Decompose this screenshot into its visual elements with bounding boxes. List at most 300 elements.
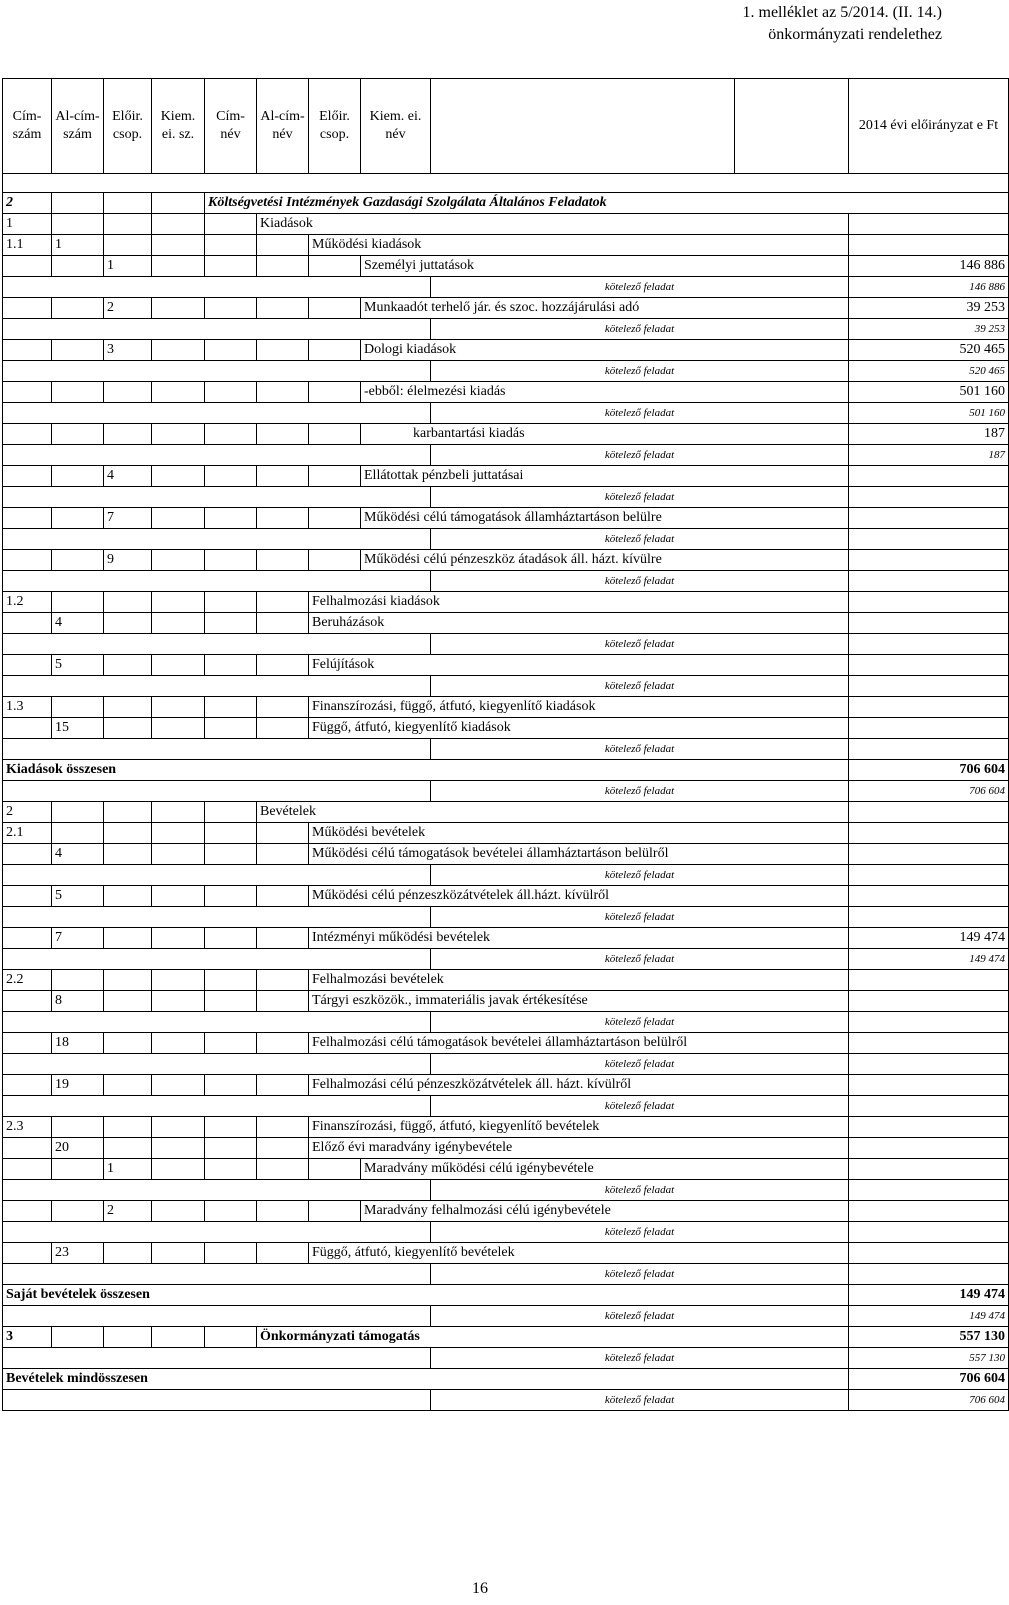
cim-szam bbox=[3, 382, 52, 403]
kiem-ei-sz bbox=[152, 340, 205, 361]
feladat-amount bbox=[849, 529, 1009, 550]
eloir-csop bbox=[104, 382, 152, 403]
empty-cell bbox=[3, 319, 431, 340]
subtotal-row bbox=[3, 949, 1009, 970]
alcim-szam bbox=[52, 1117, 104, 1138]
row-amount bbox=[849, 214, 1009, 235]
kiem-ei-sz bbox=[152, 802, 205, 823]
subtotal-row bbox=[3, 277, 1009, 298]
cim-szam: 2.1 bbox=[3, 823, 52, 844]
kiem-ei-sz bbox=[152, 844, 205, 865]
table-row bbox=[3, 1138, 1009, 1159]
alcim-szam bbox=[52, 823, 104, 844]
feladat-label: kötelező feladat bbox=[431, 1348, 849, 1369]
header-eloir-csop-nev: Előir. csop. bbox=[309, 79, 361, 174]
header-blank bbox=[431, 79, 735, 174]
empty-cell bbox=[3, 1222, 431, 1243]
feladat-amount bbox=[849, 1264, 1009, 1285]
row-label: Munkaadót terhelő jár. és szoc. hozzájárulási adó bbox=[361, 298, 849, 319]
feladat-label: kötelező feladat bbox=[431, 1306, 849, 1327]
table-row bbox=[3, 1075, 1009, 1096]
subtotal-row bbox=[3, 1012, 1009, 1033]
feladat-amount bbox=[849, 739, 1009, 760]
feladat-label: kötelező feladat bbox=[431, 529, 849, 550]
row-amount bbox=[849, 508, 1009, 529]
alcim-szam: 18 bbox=[52, 1033, 104, 1054]
empty-cell bbox=[205, 1138, 257, 1159]
row-label: Felhalmozási bevételek bbox=[309, 970, 849, 991]
feladat-label: kötelező feladat bbox=[431, 1222, 849, 1243]
kiem-ei-sz bbox=[152, 214, 205, 235]
row-label: Beruházások bbox=[309, 613, 849, 634]
table-header-row bbox=[3, 79, 1009, 174]
empty-cell bbox=[257, 466, 309, 487]
kiem-ei-sz bbox=[152, 466, 205, 487]
empty-cell bbox=[3, 529, 431, 550]
empty-cell bbox=[205, 886, 257, 907]
kiem-ei-sz bbox=[152, 1201, 205, 1222]
empty-cell bbox=[257, 970, 309, 991]
header-note-line2: önkormányzati rendelethez bbox=[768, 26, 942, 43]
row-amount: 520 465 bbox=[849, 340, 1009, 361]
cim-szam bbox=[3, 298, 52, 319]
cim-szam bbox=[3, 1243, 52, 1264]
kiem-ei-sz bbox=[152, 655, 205, 676]
feladat-label: kötelező feladat bbox=[431, 739, 849, 760]
alcim-szam: 5 bbox=[52, 886, 104, 907]
alcim-szam bbox=[52, 592, 104, 613]
cim-szam: 2 bbox=[3, 802, 52, 823]
empty-cell bbox=[205, 424, 257, 445]
empty-cell bbox=[257, 592, 309, 613]
kiem-ei-sz bbox=[152, 256, 205, 277]
subtotal-row bbox=[3, 361, 1009, 382]
kiem-ei-sz bbox=[152, 718, 205, 739]
empty-cell bbox=[257, 655, 309, 676]
feladat-amount: 146 886 bbox=[849, 277, 1009, 298]
spacer-row bbox=[3, 174, 1009, 193]
row-label: -ebből: élelmezési kiadás bbox=[361, 382, 849, 403]
feladat-amount bbox=[849, 571, 1009, 592]
empty-cell bbox=[3, 1096, 431, 1117]
alcim-szam bbox=[52, 697, 104, 718]
kiem-ei-sz bbox=[152, 697, 205, 718]
alcim-szam: 4 bbox=[52, 844, 104, 865]
eloir-csop bbox=[104, 1138, 152, 1159]
row-amount bbox=[849, 235, 1009, 256]
cim-szam bbox=[3, 991, 52, 1012]
alcim-szam bbox=[52, 802, 104, 823]
row-amount: 557 130 bbox=[849, 1327, 1009, 1348]
empty-cell bbox=[205, 1117, 257, 1138]
eloir-csop bbox=[104, 970, 152, 991]
total-row bbox=[3, 1369, 1009, 1390]
subtotal-row bbox=[3, 865, 1009, 886]
empty-cell bbox=[205, 466, 257, 487]
eloir-csop bbox=[104, 214, 152, 235]
empty-cell bbox=[257, 382, 309, 403]
row-label: Működési kiadások bbox=[309, 235, 849, 256]
kiem-ei-sz bbox=[152, 928, 205, 949]
row-amount bbox=[849, 886, 1009, 907]
alcim-szam bbox=[52, 1159, 104, 1180]
table-row bbox=[3, 1243, 1009, 1264]
cim-szam bbox=[3, 466, 52, 487]
cim-szam bbox=[3, 613, 52, 634]
total-amount: 149 474 bbox=[849, 1285, 1009, 1306]
row-amount bbox=[849, 1159, 1009, 1180]
cim-szam: 1.1 bbox=[3, 235, 52, 256]
empty-cell bbox=[3, 949, 431, 970]
empty-cell bbox=[205, 382, 257, 403]
cim-szam bbox=[3, 655, 52, 676]
row-label: Működési célú támogatások államháztartáson belülre bbox=[361, 508, 849, 529]
row-label: Intézményi működési bevételek bbox=[309, 928, 849, 949]
empty-cell bbox=[309, 1201, 361, 1222]
cim-szam bbox=[3, 1075, 52, 1096]
row-label: Működési célú pénzeszközátvételek áll.házt. kívülről bbox=[309, 886, 849, 907]
alcim-szam bbox=[52, 466, 104, 487]
empty-cell bbox=[205, 1243, 257, 1264]
subtotal-row bbox=[3, 1054, 1009, 1075]
empty-cell bbox=[205, 214, 257, 235]
eloir-csop: 3 bbox=[104, 340, 152, 361]
empty-cell bbox=[205, 1075, 257, 1096]
feladat-label: kötelező feladat bbox=[431, 676, 849, 697]
feladat-label: kötelező feladat bbox=[431, 1096, 849, 1117]
total-row bbox=[3, 1285, 1009, 1306]
alcim-szam: 8 bbox=[52, 991, 104, 1012]
cim-szam bbox=[3, 550, 52, 571]
subtotal-row bbox=[3, 1390, 1009, 1411]
row-label: Felhalmozási kiadások bbox=[309, 592, 849, 613]
row-label: Személyi juttatások bbox=[361, 256, 849, 277]
cim-szam bbox=[3, 1159, 52, 1180]
empty-cell bbox=[3, 361, 431, 382]
empty-cell bbox=[205, 235, 257, 256]
feladat-amount: 39 253 bbox=[849, 319, 1009, 340]
empty-cell bbox=[309, 1159, 361, 1180]
row-label: Bevételek bbox=[257, 802, 849, 823]
cim-szam bbox=[3, 886, 52, 907]
table-row bbox=[3, 970, 1009, 991]
eloir-csop bbox=[104, 235, 152, 256]
kiem-ei-sz bbox=[152, 592, 205, 613]
appropriation-table bbox=[2, 78, 1009, 1411]
row-label: Tárgyi eszközök., immateriális javak értékesítése bbox=[309, 991, 849, 1012]
header-eloir-csop: Előir. csop. bbox=[104, 79, 152, 174]
eloir-csop bbox=[104, 1033, 152, 1054]
row-label: Felújítások bbox=[309, 655, 849, 676]
feladat-amount: 149 474 bbox=[849, 1306, 1009, 1327]
empty-cell bbox=[205, 340, 257, 361]
row-amount bbox=[849, 613, 1009, 634]
empty-cell bbox=[205, 991, 257, 1012]
row-label: Működési bevételek bbox=[309, 823, 849, 844]
empty-cell bbox=[3, 1264, 431, 1285]
alcim-szam: 7 bbox=[52, 928, 104, 949]
table-row bbox=[3, 466, 1009, 487]
row-amount: 149 474 bbox=[849, 928, 1009, 949]
feladat-amount bbox=[849, 865, 1009, 886]
empty-cell bbox=[257, 886, 309, 907]
row-amount bbox=[849, 802, 1009, 823]
eloir-csop: 2 bbox=[104, 298, 152, 319]
empty-cell bbox=[309, 256, 361, 277]
row-amount bbox=[849, 550, 1009, 571]
cim-szam: 2.2 bbox=[3, 970, 52, 991]
header-kiem-ei-nev: Kiem. ei. név bbox=[361, 79, 431, 174]
eloir-csop: 9 bbox=[104, 550, 152, 571]
subtotal-row bbox=[3, 319, 1009, 340]
kiem-ei-sz bbox=[152, 1159, 205, 1180]
row-amount bbox=[849, 1243, 1009, 1264]
empty-cell bbox=[257, 1075, 309, 1096]
empty-cell bbox=[257, 1117, 309, 1138]
feladat-label: kötelező feladat bbox=[431, 403, 849, 424]
kiem-ei-sz bbox=[152, 508, 205, 529]
eloir-csop bbox=[104, 823, 152, 844]
header-cim-nev: Cím-név bbox=[205, 79, 257, 174]
feladat-amount bbox=[849, 1222, 1009, 1243]
feladat-amount bbox=[849, 1180, 1009, 1201]
row-amount bbox=[849, 844, 1009, 865]
kiem-ei-sz bbox=[152, 1033, 205, 1054]
empty-cell bbox=[3, 1054, 431, 1075]
feladat-label: kötelező feladat bbox=[431, 1264, 849, 1285]
eloir-csop bbox=[104, 718, 152, 739]
feladat-amount bbox=[849, 1096, 1009, 1117]
empty-cell bbox=[257, 235, 309, 256]
feladat-label: kötelező feladat bbox=[431, 487, 849, 508]
total-amount: 706 604 bbox=[849, 760, 1009, 781]
feladat-label: kötelező feladat bbox=[431, 319, 849, 340]
empty-cell bbox=[257, 298, 309, 319]
eloir-csop: 4 bbox=[104, 466, 152, 487]
table-row bbox=[3, 655, 1009, 676]
empty-cell bbox=[257, 844, 309, 865]
page-number: 16 bbox=[472, 1580, 488, 1597]
row-label: Dologi kiadások bbox=[361, 340, 849, 361]
eloir-csop: 7 bbox=[104, 508, 152, 529]
row-label: Felhalmozási célú pénzeszközátvételek áll. házt. kívülről bbox=[309, 1075, 849, 1096]
feladat-amount: 187 bbox=[849, 445, 1009, 466]
alcim-szam: 15 bbox=[52, 718, 104, 739]
row-label: karbantartási kiadás bbox=[361, 424, 849, 445]
row-label: Ellátottak pénzbeli juttatásai bbox=[361, 466, 849, 487]
empty-cell bbox=[257, 508, 309, 529]
eloir-csop: 1 bbox=[104, 256, 152, 277]
row-label: Finanszírozási, függő, átfutó, kiegyenlítő bevételek bbox=[309, 1117, 849, 1138]
feladat-amount bbox=[849, 487, 1009, 508]
empty-cell bbox=[205, 844, 257, 865]
row-amount: 187 bbox=[849, 424, 1009, 445]
empty-cell bbox=[205, 970, 257, 991]
empty-cell bbox=[309, 550, 361, 571]
eloir-csop bbox=[104, 592, 152, 613]
empty-cell bbox=[257, 550, 309, 571]
table-row bbox=[3, 613, 1009, 634]
empty-cell bbox=[3, 403, 431, 424]
table-row bbox=[3, 928, 1009, 949]
feladat-amount: 706 604 bbox=[849, 1390, 1009, 1411]
header-alcim-nev: Al-cím-név bbox=[257, 79, 309, 174]
kiem-ei-sz bbox=[152, 235, 205, 256]
alcim-szam bbox=[52, 970, 104, 991]
header-note bbox=[743, 2, 943, 46]
cim-szam: 1.3 bbox=[3, 697, 52, 718]
feladat-label: kötelező feladat bbox=[431, 445, 849, 466]
row-amount: 39 253 bbox=[849, 298, 1009, 319]
alcim-szam bbox=[52, 424, 104, 445]
table-row bbox=[3, 697, 1009, 718]
empty-cell bbox=[205, 256, 257, 277]
empty-cell bbox=[257, 697, 309, 718]
empty-cell bbox=[3, 1348, 431, 1369]
empty-cell bbox=[257, 1138, 309, 1159]
header-alcim-szam: Al-cím-szám bbox=[52, 79, 104, 174]
feladat-amount bbox=[849, 676, 1009, 697]
empty-cell bbox=[205, 1201, 257, 1222]
subtotal-row bbox=[3, 634, 1009, 655]
feladat-amount bbox=[849, 907, 1009, 928]
subtotal-row bbox=[3, 907, 1009, 928]
kiem-ei-sz bbox=[152, 298, 205, 319]
eloir-csop bbox=[104, 655, 152, 676]
subtotal-row bbox=[3, 1264, 1009, 1285]
alcim-szam: 5 bbox=[52, 655, 104, 676]
table-row bbox=[3, 991, 1009, 1012]
subtotal-row bbox=[3, 1348, 1009, 1369]
alcim-szam bbox=[52, 340, 104, 361]
feladat-label: kötelező feladat bbox=[431, 949, 849, 970]
empty-cell bbox=[257, 424, 309, 445]
row-label: Működési célú pénzeszköz átadások áll. házt. kívülre bbox=[361, 550, 849, 571]
empty-cell bbox=[257, 1201, 309, 1222]
cim-szam bbox=[3, 718, 52, 739]
subtotal-row bbox=[3, 1180, 1009, 1201]
kiem-ei-sz bbox=[152, 1138, 205, 1159]
feladat-amount: 706 604 bbox=[849, 781, 1009, 802]
alcim-szam bbox=[52, 508, 104, 529]
row-label: Maradvány működési célú igénybevétele bbox=[361, 1159, 849, 1180]
kiem-ei-sz bbox=[152, 991, 205, 1012]
empty-cell bbox=[257, 1033, 309, 1054]
feladat-amount: 149 474 bbox=[849, 949, 1009, 970]
empty-cell bbox=[205, 823, 257, 844]
empty-cell bbox=[309, 508, 361, 529]
empty-cell bbox=[257, 1159, 309, 1180]
row-amount bbox=[849, 1138, 1009, 1159]
empty-cell bbox=[205, 1327, 257, 1348]
table-row bbox=[3, 844, 1009, 865]
feladat-amount: 557 130 bbox=[849, 1348, 1009, 1369]
header-blank-2 bbox=[735, 79, 849, 174]
kiem-ei-sz bbox=[152, 1243, 205, 1264]
eloir-csop bbox=[104, 1327, 152, 1348]
alcim-szam bbox=[52, 193, 104, 214]
subtotal-row bbox=[3, 403, 1009, 424]
alcim-szam bbox=[52, 298, 104, 319]
table-row bbox=[3, 886, 1009, 907]
empty-cell bbox=[309, 340, 361, 361]
empty-cell bbox=[3, 445, 431, 466]
empty-cell bbox=[3, 865, 431, 886]
empty-cell bbox=[309, 298, 361, 319]
total-label: Saját bevételek összesen bbox=[3, 1285, 849, 1306]
row-amount bbox=[849, 1033, 1009, 1054]
cim-szam: 1.2 bbox=[3, 592, 52, 613]
total-label: Bevételek mindösszesen bbox=[3, 1369, 849, 1390]
kiem-ei-sz bbox=[152, 193, 205, 214]
subtotal-row bbox=[3, 739, 1009, 760]
row-amount bbox=[849, 697, 1009, 718]
kiem-ei-sz bbox=[152, 424, 205, 445]
row-amount bbox=[849, 592, 1009, 613]
cim-szam bbox=[3, 1201, 52, 1222]
empty-cell bbox=[257, 991, 309, 1012]
alcim-szam: 23 bbox=[52, 1243, 104, 1264]
kiem-ei-sz bbox=[152, 1075, 205, 1096]
row-amount bbox=[849, 1117, 1009, 1138]
eloir-csop bbox=[104, 697, 152, 718]
row-label: Költségvetési Intézmények Gazdasági Szolgálata Általános Feladatok bbox=[205, 193, 1009, 214]
table-row bbox=[3, 340, 1009, 361]
eloir-csop bbox=[104, 424, 152, 445]
empty-cell bbox=[205, 1033, 257, 1054]
feladat-amount: 520 465 bbox=[849, 361, 1009, 382]
cim-szam bbox=[3, 256, 52, 277]
eloir-csop bbox=[104, 1117, 152, 1138]
table-row bbox=[3, 802, 1009, 823]
empty-cell bbox=[309, 382, 361, 403]
kiem-ei-sz bbox=[152, 613, 205, 634]
alcim-szam: 20 bbox=[52, 1138, 104, 1159]
alcim-szam bbox=[52, 214, 104, 235]
total-row bbox=[3, 760, 1009, 781]
cim-szam: 2.3 bbox=[3, 1117, 52, 1138]
feladat-label: kötelező feladat bbox=[431, 277, 849, 298]
cim-szam bbox=[3, 424, 52, 445]
total-amount: 706 604 bbox=[849, 1369, 1009, 1390]
row-amount bbox=[849, 718, 1009, 739]
row-amount bbox=[849, 1075, 1009, 1096]
feladat-label: kötelező feladat bbox=[431, 1180, 849, 1201]
kiem-ei-sz bbox=[152, 1117, 205, 1138]
empty-cell bbox=[257, 1243, 309, 1264]
eloir-csop bbox=[104, 802, 152, 823]
feladat-label: kötelező feladat bbox=[431, 1012, 849, 1033]
row-label: Felhalmozási célú támogatások bevételei államháztartáson belülről bbox=[309, 1033, 849, 1054]
header-note-line1: 1. melléklet az 5/2014. (II. 14.) bbox=[742, 4, 942, 21]
feladat-amount bbox=[849, 1054, 1009, 1075]
feladat-label: kötelező feladat bbox=[431, 781, 849, 802]
alcim-szam bbox=[52, 1201, 104, 1222]
cim-szam bbox=[3, 340, 52, 361]
empty-cell bbox=[205, 592, 257, 613]
row-label: Függő, átfutó, kiegyenlítő kiadások bbox=[309, 718, 849, 739]
table-row bbox=[3, 592, 1009, 613]
empty-cell bbox=[3, 487, 431, 508]
kiem-ei-sz bbox=[152, 886, 205, 907]
row-label: Függő, átfutó, kiegyenlítő bevételek bbox=[309, 1243, 849, 1264]
table-row bbox=[3, 1201, 1009, 1222]
empty-cell bbox=[205, 508, 257, 529]
cim-szam: 1 bbox=[3, 214, 52, 235]
kiem-ei-sz bbox=[152, 382, 205, 403]
subtotal-row bbox=[3, 781, 1009, 802]
eloir-csop: 2 bbox=[104, 1201, 152, 1222]
